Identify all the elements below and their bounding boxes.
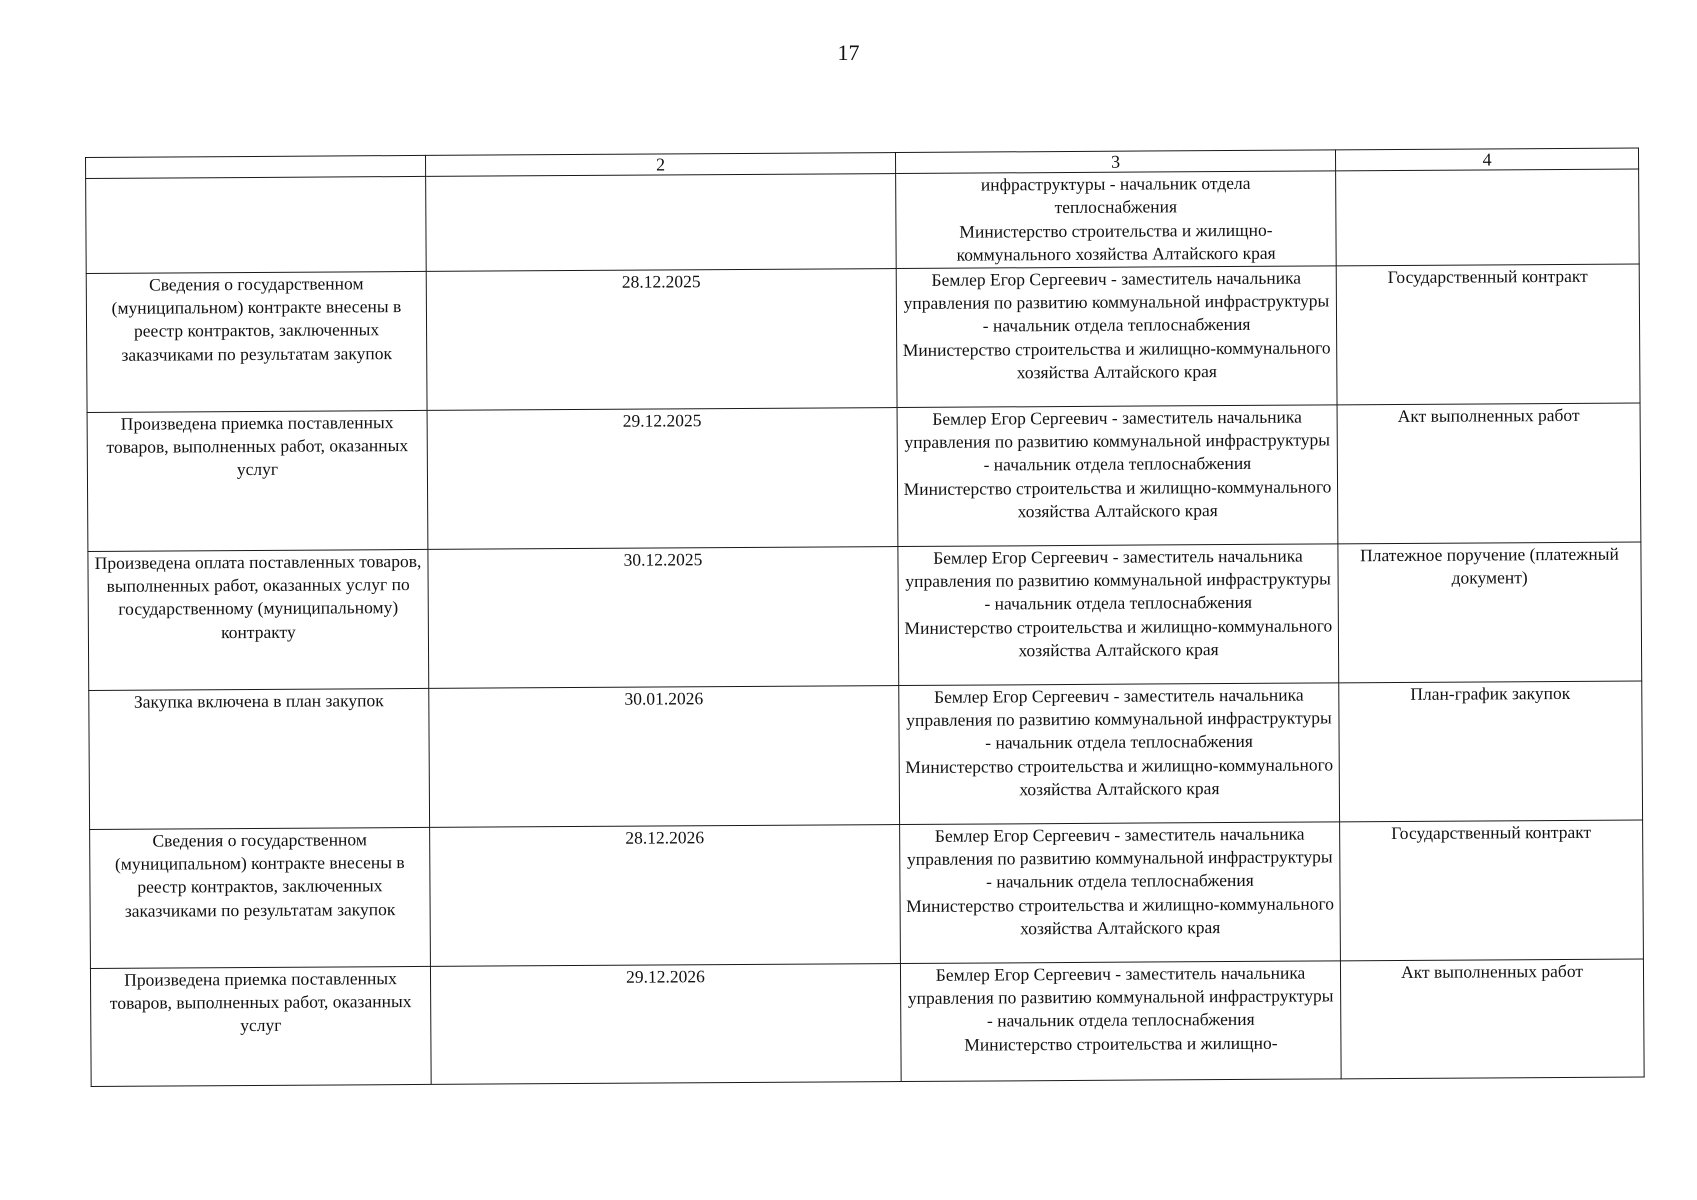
table-row xyxy=(89,681,1643,829)
department-text: Министерство строительства и жилищно-коммунального хозяйства Алтайского края xyxy=(906,893,1335,939)
event-cell: Произведена приемка поставленных товаров, выполненных работ, оказанных услуг xyxy=(87,410,428,551)
document-cell: Государственный контракт xyxy=(1336,264,1640,405)
department-text: Министерство строительства и жилищно-коммунального хозяйства Алтайского края xyxy=(904,615,1333,661)
page-number: 17 xyxy=(837,40,860,65)
responsible-text: Бемлер Егор Сергеевич - заместитель начальника управления по развитию коммунальной инфраструктуры - начальник отдела теплоснабжения xyxy=(906,684,1332,753)
responsible-cell xyxy=(900,821,1341,963)
event-cell: Сведения о государственном (муниципальном) контракте внесены в реестр контрактов, заключенных заказчиками по результатам закупок xyxy=(86,271,427,412)
date-cell: 30.12.2025 xyxy=(428,546,899,688)
document-cell: План-график закупок xyxy=(1339,681,1643,822)
responsible-text: Бемлер Егор Сергеевич - заместитель начальника управления по развитию коммунальной инфраструктуры - начальник отдела теплоснабжения xyxy=(907,962,1334,1031)
header-col-4: 4 xyxy=(1335,148,1638,171)
header-col-2: 2 xyxy=(425,153,895,177)
responsible-cell xyxy=(896,171,1337,268)
date-cell xyxy=(426,174,897,271)
department-text: Министерство строительства и жилищно-коммунального хозяйства Алтайского края xyxy=(905,754,1334,800)
table-row xyxy=(86,264,1640,412)
date-cell: 29.12.2026 xyxy=(430,963,901,1084)
date-cell: 30.01.2026 xyxy=(429,685,900,827)
responsible-cell xyxy=(896,265,1337,407)
event-cell: Сведения о государственном (муниципальном) контракте внесены в реестр контрактов, заключенных заказчиками по результатам закупок xyxy=(90,827,431,968)
event-cell: Произведена приемка поставленных товаров, выполненных работ, оказанных услуг xyxy=(90,966,431,1086)
header-col-3: 3 xyxy=(895,150,1335,174)
responsible-text-line: теплоснабжения xyxy=(1054,196,1178,218)
schedule-table xyxy=(85,148,1645,1087)
table-row xyxy=(87,403,1641,551)
responsible-cell xyxy=(900,960,1341,1081)
department-text: Министерство строительства и жилищно- xyxy=(964,1032,1278,1055)
responsible-cell xyxy=(898,543,1339,685)
document-cell: Платежное поручение (платежный документ) xyxy=(1338,542,1642,683)
department-text: Министерство строительства и жилищно-коммунального хозяйства Алтайского края xyxy=(903,476,1332,522)
event-cell: Закупка включена в план закупок xyxy=(89,688,430,829)
event-cell: Произведена оплата поставленных товаров, выполненных работ, оказанных услуг по государственному (муниципальному) контракту xyxy=(88,549,429,690)
responsible-text: Бемлер Егор Сергеевич - заместитель начальника управления по развитию коммунальной инфраструктуры - начальник отдела теплоснабжения xyxy=(906,823,1333,892)
responsible-cell xyxy=(899,682,1340,824)
responsible-text: Бемлер Егор Сергеевич - заместитель начальника управления по развитию коммунальной инфраструктуры - начальник отдела теплоснабжения xyxy=(905,545,1331,614)
responsible-text: Бемлер Егор Сергеевич - заместитель начальника управления по развитию коммунальной инфраструктуры - начальник отдела теплоснабжения xyxy=(903,267,1330,336)
date-cell: 29.12.2025 xyxy=(427,407,898,549)
table-row-continuation xyxy=(86,169,1640,273)
responsible-text: Бемлер Егор Сергеевич - заместитель начальника управления по развитию коммунальной инфраструктуры - начальник отдела теплоснабжения xyxy=(904,406,1331,475)
responsible-text-line: инфраструктуры - начальник отдела xyxy=(980,172,1251,195)
table-row xyxy=(90,959,1644,1086)
event-cell xyxy=(86,176,427,273)
table-row xyxy=(88,542,1642,690)
responsible-cell xyxy=(897,404,1338,546)
document-cell: Акт выполненных работ xyxy=(1340,959,1644,1079)
document-cell: Государственный контракт xyxy=(1340,820,1644,961)
document-cell: Акт выполненных работ xyxy=(1337,403,1641,544)
department-text-line: коммунального хозяйства Алтайского края xyxy=(956,242,1276,265)
department-text-line: Министерство строительства и жилищно- xyxy=(959,219,1273,242)
department-text: Министерство строительства и жилищно-коммунального хозяйства Алтайского края xyxy=(902,337,1331,383)
date-cell: 28.12.2026 xyxy=(430,824,901,966)
table-row xyxy=(90,820,1644,968)
header-col-1 xyxy=(86,155,426,178)
document-cell xyxy=(1336,169,1640,265)
date-cell: 28.12.2025 xyxy=(426,268,897,410)
